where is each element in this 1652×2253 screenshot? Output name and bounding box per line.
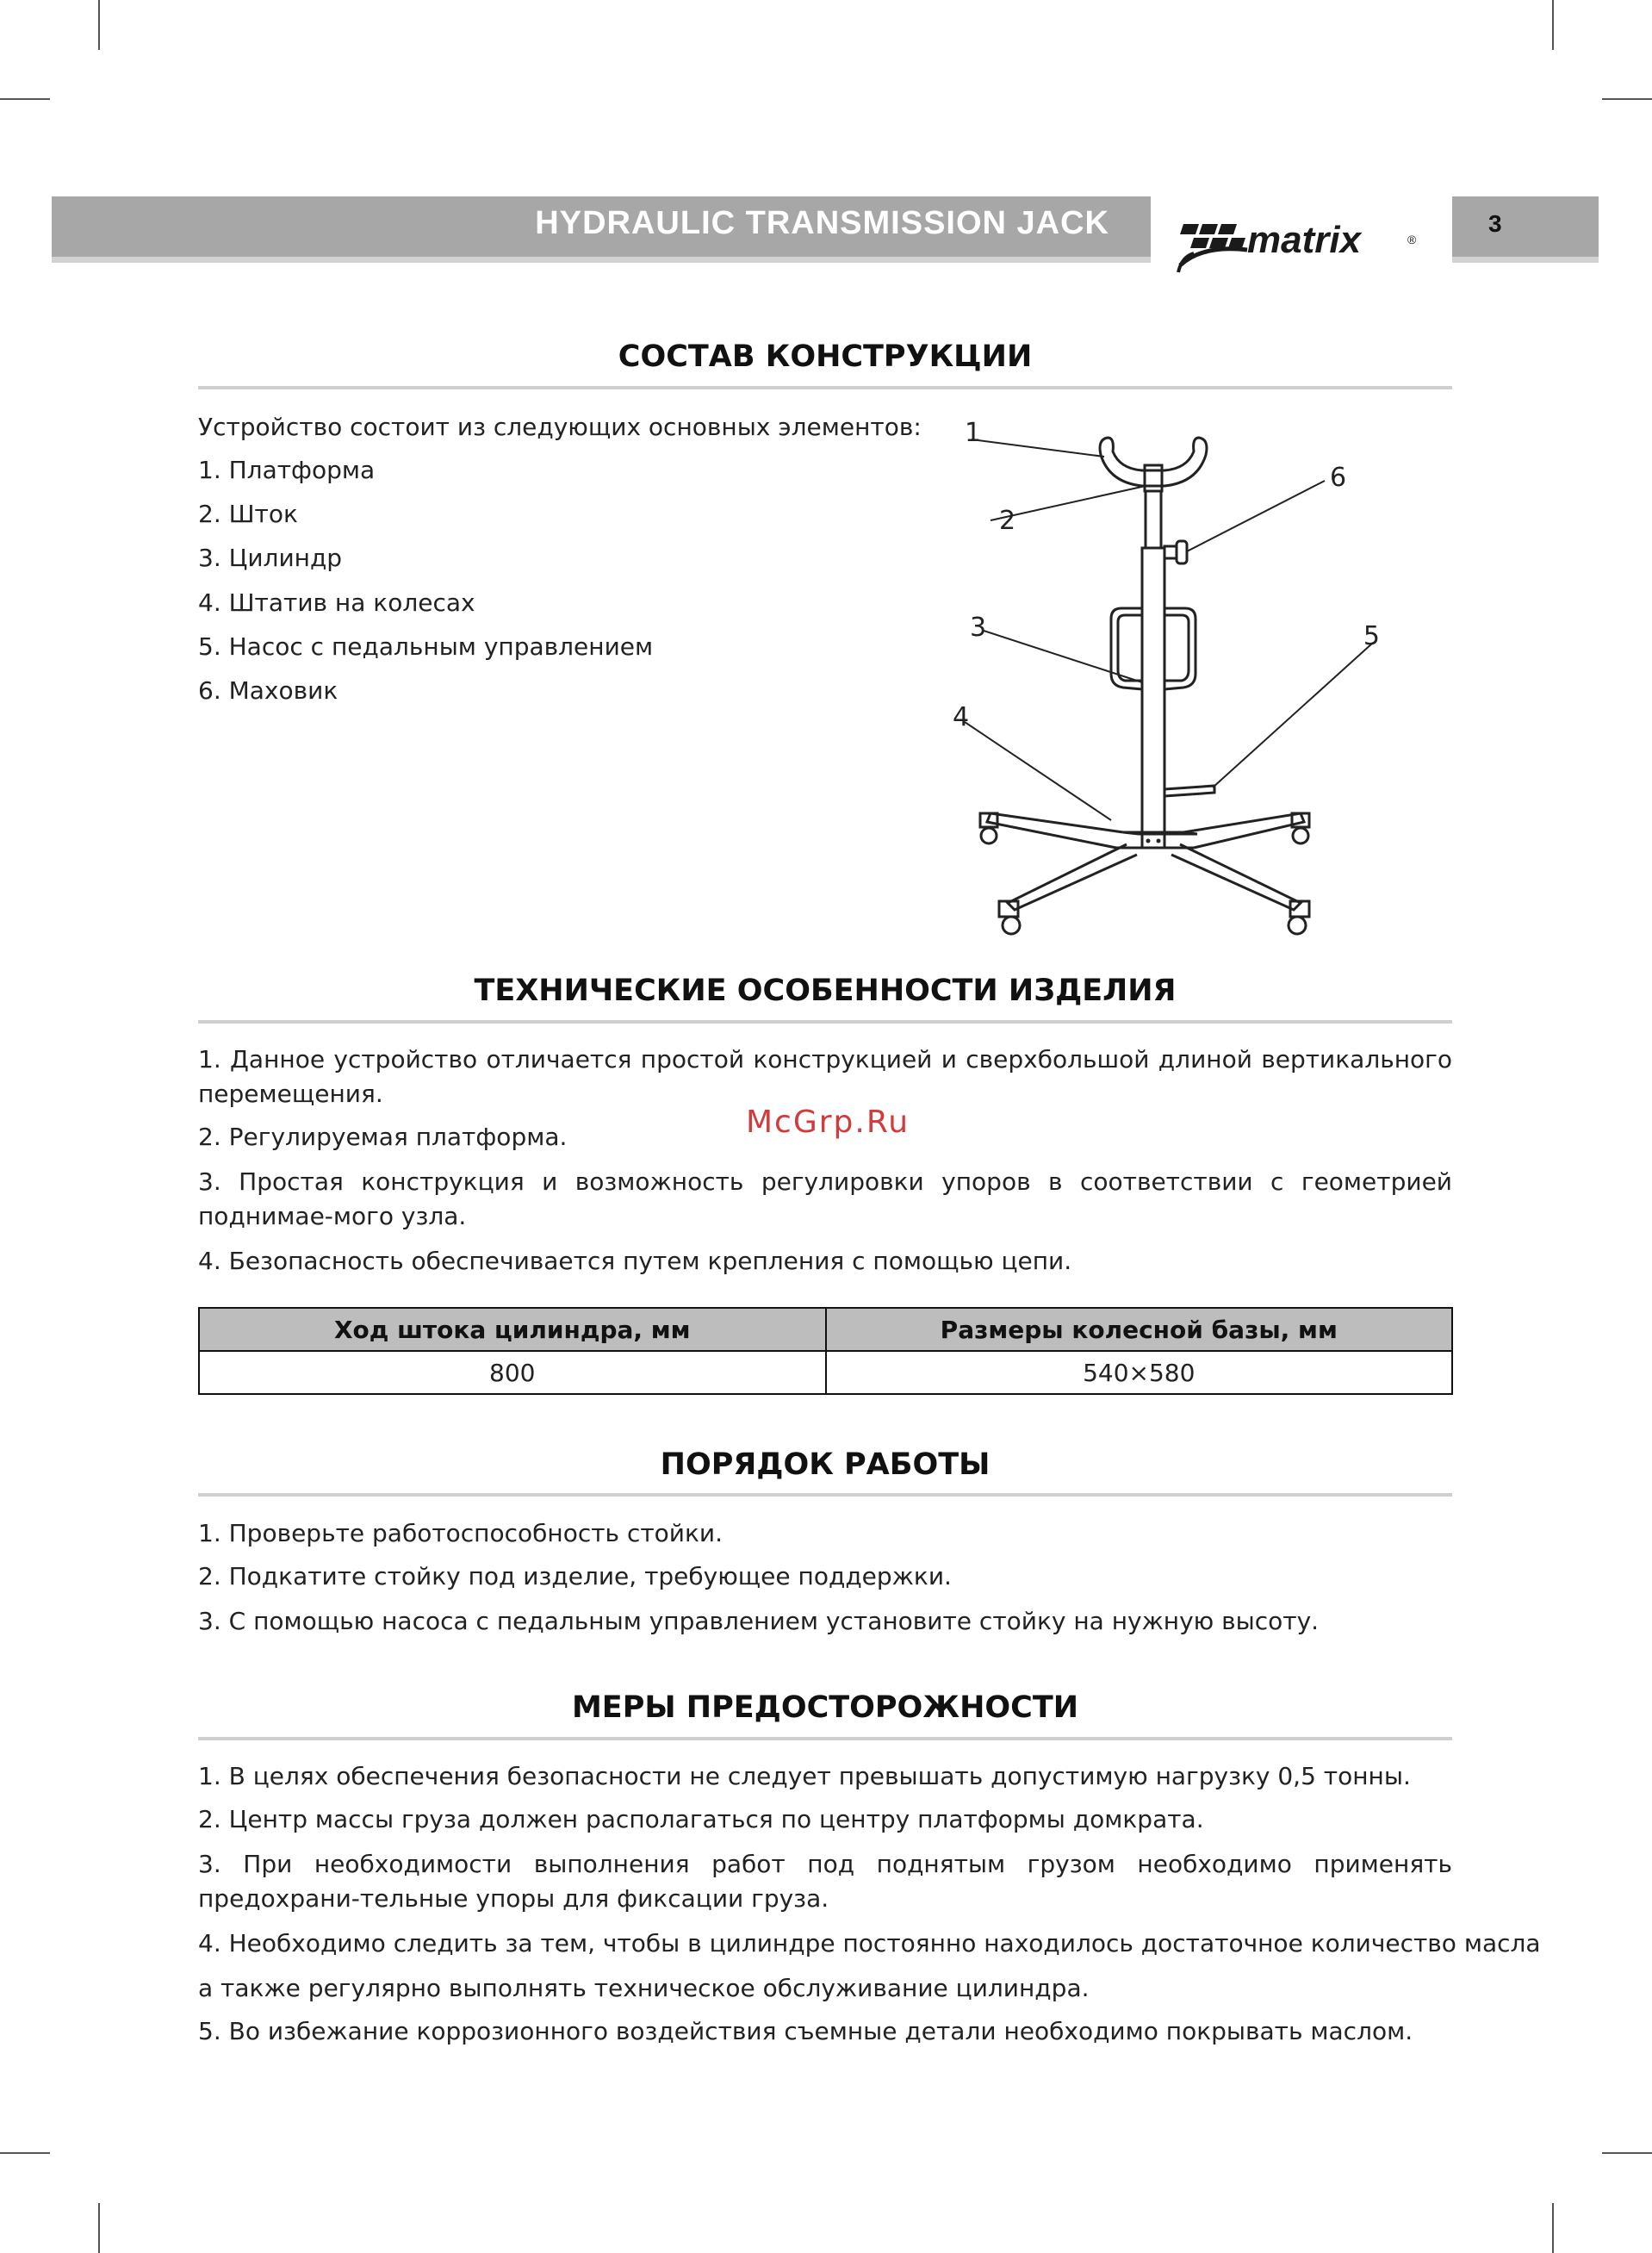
section-divider (198, 1493, 1452, 1497)
precaution-item: а также регулярно выполнять техническое обслуживание цилиндра. (198, 1974, 1090, 2002)
figure-label: 2 (999, 506, 1016, 536)
crop-mark (1602, 2152, 1652, 2154)
brand-logo (1177, 215, 1426, 276)
composition-item: 2. Шток (198, 500, 298, 528)
section-divider (198, 1737, 1452, 1740)
feature-item: 4. Безопасность обеспечивается путем крепления с помощью цепи. (198, 1247, 1072, 1275)
crop-mark (98, 0, 100, 50)
composition-item: 4. Штатив на колесах (198, 588, 475, 617)
document-title: HYDRAULIC TRANSMISSION JACK (535, 205, 1109, 241)
brand-name: matrix (1247, 219, 1362, 261)
registered-mark: ® (1407, 233, 1417, 246)
table-cell: 800 (199, 1351, 826, 1394)
composition-item: 6. Маховик (198, 676, 338, 705)
composition-intro: Устройство состоит из следующих основных элементов: (198, 413, 922, 441)
composition-item: 1. Платформа (198, 456, 376, 484)
composition-item: 5. Насос с педальным управлением (198, 632, 654, 661)
table-header-cell: Размеры колесной базы, мм (826, 1308, 1453, 1351)
figure-label: 5 (1363, 621, 1380, 651)
figure-label: 3 (970, 613, 987, 643)
crop-mark (0, 98, 50, 100)
section-divider (198, 386, 1452, 389)
composition-item: 3. Цилиндр (198, 544, 343, 572)
crop-mark (98, 2203, 100, 2253)
table-cell: 540×580 (826, 1351, 1453, 1394)
feature-item: 2. Регулируемая платформа. (198, 1123, 568, 1151)
crop-mark (1552, 2203, 1554, 2253)
section-title-precautions: МЕРЫ ПРЕДОСТОРОЖНОСТИ (571, 1690, 1079, 1725)
matrix-logo-icon (1177, 219, 1249, 277)
specs-table (198, 1307, 1453, 1395)
feature-item: 1. Данное устройство отличается простой конструкцией и сверхбольшой длиной вертикального перемещения. (198, 1045, 1452, 1108)
operation-item: 3. С помощью насоса с педальным управлением установите стойку на нужную высоту. (198, 1607, 1320, 1635)
table-header-cell: Ход штока цилиндра, мм (199, 1308, 826, 1351)
operation-item: 2. Подкатите стойку под изделие, требующее поддержки. (198, 1562, 952, 1590)
figure-label: 1 (965, 418, 982, 448)
table-header-row (199, 1308, 1452, 1351)
page-number: 3 (1488, 210, 1502, 237)
section-title-features: ТЕХНИЧЕСКИЕ ОСОБЕННОСТИ ИЗДЕЛИЯ (474, 974, 1177, 1008)
header-bar (52, 196, 1151, 263)
section-title-composition: СОСТАВ КОНСТРУКЦИИ (618, 339, 1033, 374)
precaution-item: 1. В целях обеспечения безопасности не следует превышать допустимую нагрузку 0,5 тонны. (198, 1762, 1411, 1790)
precaution-item: 3. При необходимости выполнения работ под поднятым грузом необходимо применять предохрани-тельные упоры для фиксации груза. (198, 1850, 1452, 1913)
feature-item: 3. Простая конструкция и возможность регулировки упоров в соответствии с геометрией поднимае-мого узла. (198, 1167, 1452, 1230)
jack-diagram (939, 414, 1387, 952)
section-divider (198, 1020, 1452, 1024)
section-title-operation: ПОРЯДОК РАБОТЫ (660, 1447, 991, 1482)
figure-label: 4 (953, 702, 970, 732)
page-number-box (1452, 196, 1599, 263)
crop-mark (0, 2152, 50, 2154)
precaution-item: 5. Во избежание коррозионного воздействия съемные детали необходимо покрывать маслом. (198, 2017, 1413, 2045)
table-row (199, 1351, 1452, 1394)
precaution-item: 4. Необходимо следить за тем, чтобы в цилиндре постоянно находилось достаточное количество масла (198, 1929, 1541, 1957)
operation-item: 1. Проверьте работоспособность стойки. (198, 1519, 723, 1547)
crop-mark (1552, 0, 1554, 50)
figure-label: 6 (1330, 463, 1347, 493)
precaution-item: 2. Центр массы груза должен располагаться по центру платформы домкрата. (198, 1805, 1204, 1833)
crop-mark (1602, 98, 1652, 100)
watermark: McGrp.Ru (746, 1105, 910, 1140)
